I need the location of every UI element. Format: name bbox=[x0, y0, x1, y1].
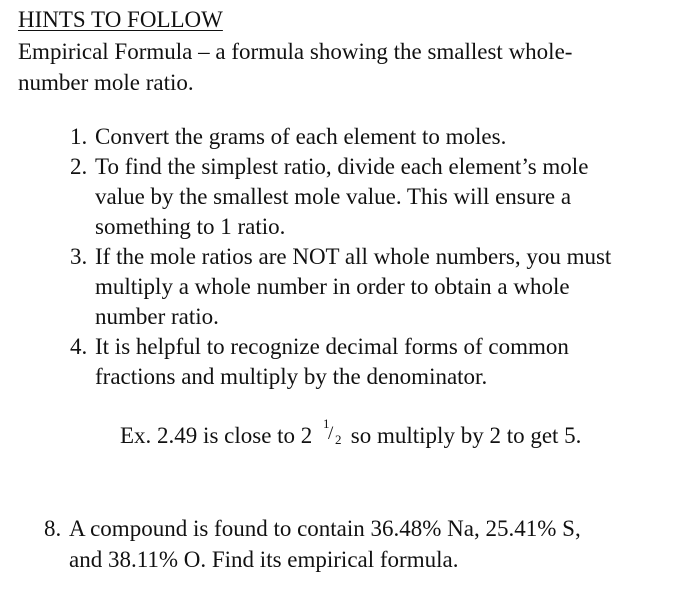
example-suffix: so multiply by 2 to get 5. bbox=[350, 423, 582, 448]
hint-item-2 bbox=[70, 152, 690, 242]
hint-text-line: Convert the grams of each element to moles. bbox=[95, 124, 507, 149]
definition-line: number mole ratio. bbox=[18, 70, 194, 95]
hint-text-line: something to 1 ratio. bbox=[95, 214, 286, 239]
problem-text bbox=[44, 513, 684, 575]
hint-text-line: To find the simplest ratio, divide each element’s mole bbox=[95, 154, 589, 179]
example-line bbox=[120, 416, 582, 451]
problem-number: 8. bbox=[44, 516, 62, 541]
fraction-denominator: 2 bbox=[335, 432, 342, 447]
hint-text-line: If the mole ratios are NOT all whole numbers, you must bbox=[95, 244, 612, 269]
problem-text-line: A compound is found to contain 36.48% Na, 25.41% S, bbox=[69, 516, 581, 541]
fraction-numerator: 1 bbox=[323, 416, 330, 431]
problem-text-line: and 38.11% O. Find its empirical formula. bbox=[69, 547, 459, 572]
fraction-slash: / bbox=[328, 423, 334, 444]
hint-number: 3. bbox=[70, 244, 88, 269]
hint-item-3 bbox=[70, 242, 690, 332]
hints-list bbox=[70, 122, 690, 392]
hint-item-4 bbox=[70, 332, 690, 392]
definition-line: Empirical Formula – a formula showing the smallest whole- bbox=[18, 39, 573, 64]
hint-text-line: fractions and multiply by the denominator. bbox=[95, 364, 488, 389]
example-prefix: Ex. 2.49 is close to 2 bbox=[120, 423, 313, 448]
hint-number: 1. bbox=[70, 124, 88, 149]
section-heading: HINTS TO FOLLOW bbox=[18, 7, 223, 32]
hint-text-line: value by the smallest mole value. This will ensure a bbox=[95, 184, 572, 209]
hint-item-1 bbox=[70, 122, 690, 152]
hint-text-line: number ratio. bbox=[95, 304, 219, 329]
hint-number: 2. bbox=[70, 154, 88, 179]
one-half-fraction bbox=[321, 416, 343, 447]
problem-8 bbox=[44, 513, 684, 575]
empirical-formula-definition bbox=[18, 36, 668, 98]
hint-number: 4. bbox=[70, 334, 88, 359]
hint-text-line: It is helpful to recognize decimal forms of common bbox=[95, 334, 569, 359]
hint-text-line: multiply a whole number in order to obtain a whole bbox=[95, 274, 570, 299]
